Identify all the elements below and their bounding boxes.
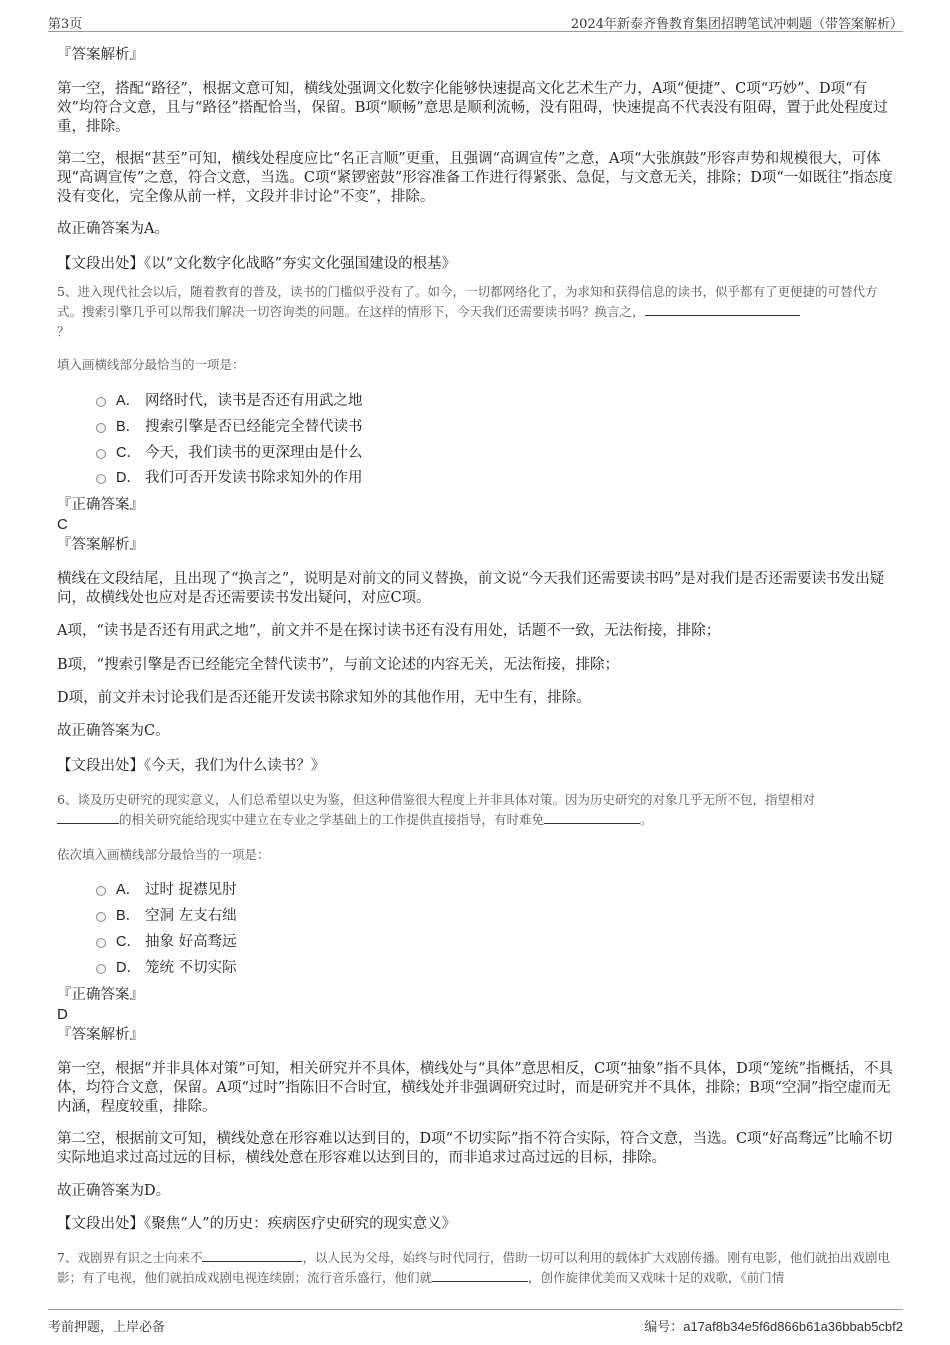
q4-analysis-label: 『答案解析』 (57, 47, 144, 63)
page-footer (48, 1309, 903, 1335)
q6-correct-label: 『正确答案』 (57, 987, 144, 1003)
q5-correct-answer: C (57, 516, 68, 533)
page-header (48, 10, 903, 32)
option-text: 我们可否开发读书除求知外的作用 (145, 470, 363, 486)
code-value: a17af8b34e5f6d866b61a36bbab5cbf2 (683, 1319, 903, 1334)
option-letter: B． (116, 419, 141, 435)
q6-correct-answer: D (57, 1006, 68, 1023)
q4-analysis-para-2: 第二空，根据“甚至”可知，横线处程度应比“名正言顺”更重，且强调“高调宣传”之意，A项“大张旗鼓”形容声势和规模很大，可体现“高调宣传”之意，符合文意，当选。C项“紧锣密鼓”形容准备工作进行得紧张、急促，与文意无关，排除；D项“一如既往”指态度没有变化，完全像从前一样，文段并非讨论“不变”，排除。 (57, 151, 893, 205)
page-number: 第3页 (48, 17, 83, 32)
q6-instruction: 依次填入画横线部分最恰当的一项是： (57, 847, 270, 862)
option-text: 今天，我们读书的更深理由是什么 (145, 445, 363, 461)
footer-motto: 考前押题，上岸必备 (48, 1320, 166, 1335)
option-letter: C． (116, 445, 141, 461)
option-letter: A． (116, 882, 141, 898)
q6-analysis-para-2: 第二空，根据前文可知，横线处意在形容难以达到目的，D项“不切实际”指不符合实际，符合文意，当选。C项“好高骛远”比喻不切实际地追求过高过远的目标，横线处意在形容难以达到目的，而非追求过高过远的目标，排除。 (57, 1131, 893, 1166)
q4-analysis-para-1: 第一空，搭配“路径”，根据文意可知，横线处强调文化数字化能够快速提高文化艺术生产力，A项“便捷”、C项“巧妙”、D项“有效”均符合文意，且与“路径”搭配恰当，保留。B项“顺畅”意思是顺利流畅，没有阻碍，快速提高不代表没有阻碍，置于此处程度过重，排除。 (57, 81, 888, 135)
option-letter: B． (116, 908, 141, 924)
q5-analysis-para-2: A项，“读书是否还有用武之地”，前文并不是在探讨读书还有没有用处，话题不一致，无法衔接，排除； (57, 623, 721, 639)
radio-button[interactable] (96, 964, 106, 974)
q6-conclusion: 故正确答案为D。 (57, 1183, 171, 1199)
code-label: 编号： (644, 1319, 684, 1334)
q4-source: 【文段出处】《以“文化数字化战略”夯实文化强国建设的根基》 (57, 256, 457, 272)
radio-button[interactable] (96, 886, 106, 896)
q7-stem (57, 1248, 897, 1288)
q7-stem-text-2: ，以人民为父母，始终与时代同行，借助一切可以利用的载体扩大戏剧传播。刚有电影，他们就拍出戏剧电影；有了电视，他们就拍成戏剧电视连续剧；流行音乐盛行，他们就 (57, 1250, 890, 1285)
option-text: 过时 捉襟见肘 (145, 882, 237, 898)
radio-button[interactable] (96, 397, 106, 407)
option-text: 抽象 好高骛远 (145, 934, 237, 950)
q5-conclusion: 故正确答案为C。 (57, 723, 170, 739)
q6-stem (57, 790, 897, 830)
q6-stem-text-2: 的相关研究能给现实中建立在专业之学基础上的工作提供直接指导，有时难免 (119, 812, 545, 827)
q7-stem-text-1: 7、戏剧界有识之士向来不 (57, 1250, 203, 1265)
option-letter: C． (116, 934, 141, 950)
q7-blank-1 (202, 1248, 302, 1262)
option-letter: D． (116, 470, 141, 486)
option-text: 空洞 左支右绌 (145, 908, 237, 924)
q4-conclusion: 故正确答案为A。 (57, 221, 169, 237)
q5-analysis-para-3: B项，“搜索引擎是否已经能完全替代读书”，与前文论述的内容无关，无法衔接，排除； (57, 657, 619, 673)
q6-stem-text-1: 6、谈及历史研究的现实意义，人们总希望以史为鉴，但这种借鉴很大程度上并非具体对策。因为历史研究的对象几乎无所不包，指望相对 (57, 792, 815, 807)
radio-button[interactable] (96, 912, 106, 922)
option-text: 搜索引擎是否已经能完全替代读书 (145, 419, 363, 435)
q5-analysis-label: 『答案解析』 (57, 537, 144, 553)
option-text: 笼统 不切实际 (145, 960, 237, 976)
q5-analysis-para-4: D项，前文并未讨论我们是否还能开发读书除求知外的其他作用，无中生有，排除。 (57, 690, 591, 706)
q6-blank-1 (57, 810, 119, 824)
q5-stem-text: 5、进入现代社会以后，随着教育的普及，读书的门槛似乎没有了。如今，一切都网络化了，为求知和获得信息的读书，似乎都有了更便捷的可替代方式。搜索引擎几乎可以帮我们解决一切咨询类的问题。在这样的情形下，今天我们还需要读书吗？换言之， (57, 284, 878, 319)
radio-button[interactable] (96, 938, 106, 948)
q6-analysis-para-1: 第一空，根据“并非具体对策”可知，相关研究并不具体，横线处与“具体”意思相反，C项“抽象”指不具体，D项“笼统”指概括，不具体，均符合文意，保留。A项“过时”指陈旧不合时宜，横线处并非强调研究过时，而是研究并不具体，排除；B项“空洞”指空虚而无内涵，程度较重，排除。 (57, 1061, 894, 1115)
radio-button[interactable] (96, 474, 106, 484)
q5-correct-label: 『正确答案』 (57, 497, 144, 513)
document-code (644, 1316, 903, 1335)
document-title: 2024年新泰齐鲁教育集团招聘笔试冲刺题（带答案解析） (570, 17, 903, 32)
q7-blank-2 (432, 1268, 528, 1282)
q5-blank (645, 302, 800, 316)
option-letter: D． (116, 960, 141, 976)
q5-instruction: 填入画横线部分最恰当的一项是： (57, 357, 245, 372)
option-letter: A． (116, 393, 141, 409)
radio-button[interactable] (96, 449, 106, 459)
q5-stem-end: ？ (57, 324, 70, 339)
option-text: 网络时代，读书是否还有用武之地 (145, 393, 363, 409)
q5-source: 【文段出处】《今天，我们为什么读书？》 (57, 758, 326, 774)
q5-analysis-para-1: 横线在文段结尾，且出现了“换言之”，说明是对前文的同义替换，前文说“今天我们还需要读书吗”是对我们是否还需要读书发出疑问，故横线处也应对是否还需要读书发出疑问，对应C项。 (57, 571, 885, 606)
q5-stem (57, 282, 897, 342)
q6-analysis-label: 『答案解析』 (57, 1027, 144, 1043)
q6-blank-2 (544, 810, 640, 824)
q7-stem-text-3: ，创作旋律优美而又戏味十足的戏歌，《前门情 (528, 1270, 785, 1285)
q6-stem-end: 。 (640, 812, 653, 827)
radio-button[interactable] (96, 423, 106, 433)
q6-source: 【文段出处】《聚焦“人”的历史：疾病医疗史研究的现实意义》 (57, 1216, 457, 1232)
